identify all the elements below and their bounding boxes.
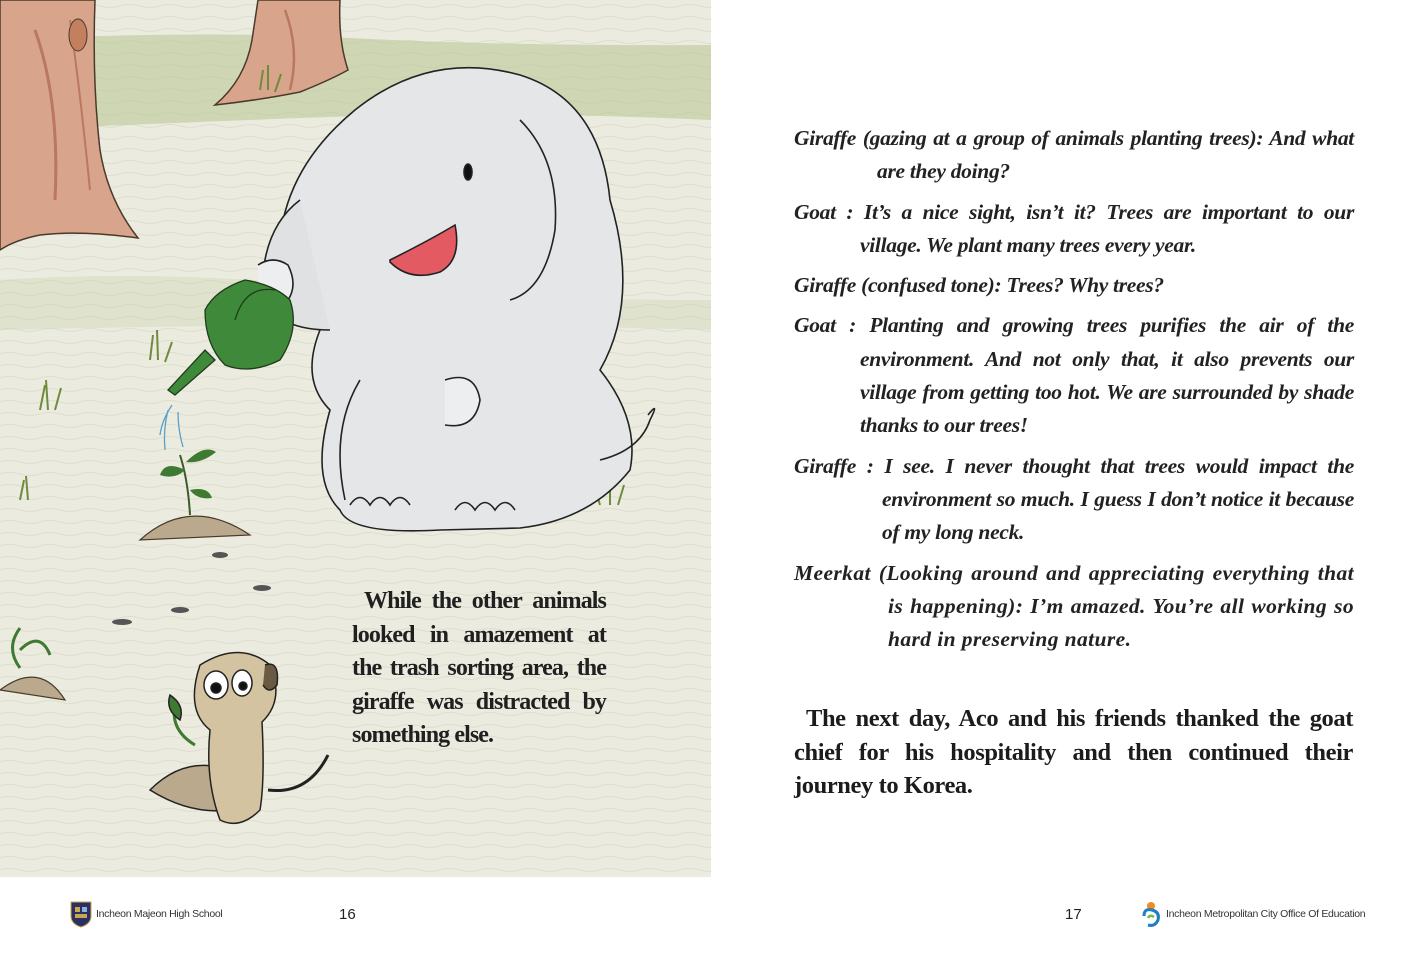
dialogue-line [794, 450, 1354, 550]
dialogue-line [794, 122, 1354, 189]
dialogue-text: (gazing at a group of animals planting trees): And what are they doing? [862, 126, 1354, 184]
story-illustration [0, 0, 711, 877]
page-number-left: 16 [339, 906, 356, 923]
dialogue-speaker: Giraffe [794, 273, 862, 298]
dialogue-list [794, 122, 1354, 663]
dialogue-line [794, 269, 1354, 302]
dialogue-text: I see. I never thought that trees would impact the environment so much. I guess I don’t notice it because of my long neck. [882, 453, 1354, 545]
dialogue-speaker: Goat : [794, 199, 864, 224]
dialogue-text: It’s a nice sight, isn’t it? Trees are important to our village. We plant many trees every year. [860, 199, 1355, 257]
page-number-right: 17 [1065, 906, 1082, 923]
dialogue-line [794, 557, 1354, 657]
dialogue-speaker: Giraffe [794, 126, 863, 150]
school-crest-icon [70, 900, 92, 928]
right-page-narration: The next day, Aco and his friends thanked the goat chief for his hospitality and then continued their journey to Korea. [794, 705, 1353, 799]
footer-school [70, 900, 222, 928]
office-of-education-logo-icon [1140, 900, 1162, 928]
dialogue-line [794, 196, 1354, 263]
left-page-narration: While the other animals looked in amazement at the trash sorting area, the giraffe was distracted by something else. [352, 588, 606, 748]
school-name: Incheon Majeon High School [96, 908, 223, 920]
dialogue-line [794, 309, 1354, 442]
dialogue-speaker: Goat : [794, 313, 870, 338]
dialogue-text: (Looking around and appreciating everything that is happening): I’m amazed. You’re all working so hard in preserving nature. [878, 560, 1355, 652]
dialogue-speaker: Giraffe : [794, 453, 885, 478]
dialogue-text: Planting and growing trees purifies the air of the environment. And not only that, it also prevents our village from getting too hot. We are surrounded by shade thanks to our trees! [860, 313, 1354, 438]
dialogue-speaker: Meerkat [794, 560, 879, 585]
office-name: Incheon Metropolitan City Office Of Education [1166, 908, 1366, 920]
footer-office [1140, 900, 1365, 928]
dialogue-text: (confused tone): Trees? Why trees? [861, 273, 1164, 298]
